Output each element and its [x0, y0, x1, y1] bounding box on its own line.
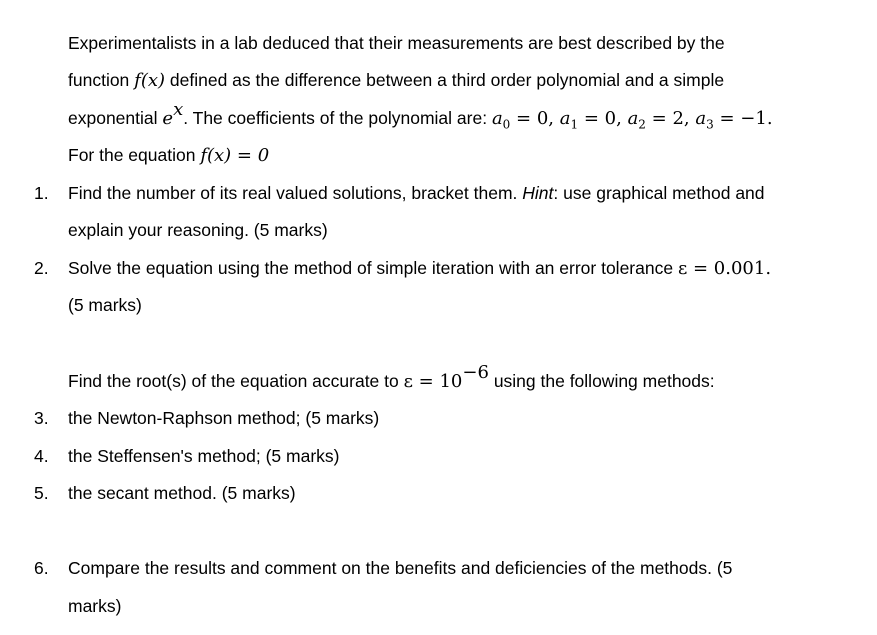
- accuracy-line: [68, 362, 715, 394]
- coef-a0-index: 0: [502, 117, 511, 132]
- coef-a2-index: 2: [638, 117, 646, 132]
- question-2-line-1: [68, 256, 771, 281]
- intro-function-description: defined as the difference between a third order polynomial and a simple: [169, 70, 725, 90]
- question-2-line-2: (5 marks): [68, 295, 142, 315]
- coef-a1-index: 1: [570, 117, 579, 132]
- question-1-line-2: explain your reasoning. (5 marks): [68, 220, 328, 240]
- intro-line-3: [68, 99, 773, 132]
- accuracy-epsilon: ε = 10: [403, 371, 463, 392]
- question-2-text: Solve the equation using the method of simple iteration with an error tolerance: [68, 258, 674, 278]
- question-6-number: 6.: [34, 558, 49, 578]
- coef-a3-index: 3: [706, 117, 714, 132]
- accuracy-suffix: using the following methods:: [493, 371, 715, 391]
- coef-a2-value: 2: [672, 108, 684, 129]
- intro-coefficients-label: . The coefficients of the polynomial are:: [183, 108, 488, 128]
- coef-a2-symbol: a: [627, 108, 639, 129]
- question-1-text: Find the number of its real valued solutions, bracket them.: [68, 183, 518, 203]
- intro-function-label: function: [68, 70, 130, 90]
- coef-a1-symbol: a: [559, 108, 571, 129]
- tolerance-value: ε = 0.001.: [677, 258, 772, 279]
- intro-text-1: Experimentalists in a lab deduced that their measurements are best described by the: [68, 33, 725, 53]
- hint-text: : use graphical method and: [553, 183, 765, 203]
- accuracy-prefix: Find the root(s) of the equation accurate to: [68, 371, 399, 391]
- exp-power: x: [173, 99, 184, 121]
- question-1-line-1: [68, 181, 765, 205]
- exp-base: e: [162, 108, 174, 129]
- question-5-text: the secant method. (5 marks): [68, 483, 296, 503]
- intro-line-1: [68, 31, 725, 55]
- coef-a0-value: 0: [536, 108, 549, 129]
- accuracy-exponent: −6: [462, 362, 489, 384]
- coefficient-list: $a_0 = 0$, $a_1 = 0$, $a_2 = 2$, $a_3 = -1$.: [491, 108, 773, 132]
- question-2-number: 2.: [34, 258, 49, 278]
- question-4-number: 4.: [34, 446, 49, 466]
- equation-label: For the equation: [68, 145, 196, 165]
- question-6-line-1: Compare the results and comment on the benefits and deficiencies of the methods. (5: [68, 558, 733, 578]
- intro-function-symbol: f(x): [134, 70, 166, 91]
- coef-a0-symbol: a: [491, 108, 503, 129]
- intro-exponential-label: exponential: [68, 108, 158, 128]
- question-1-number: 1.: [34, 183, 49, 203]
- coef-a1-value: 0: [604, 108, 617, 129]
- question-6-line-2: marks): [68, 596, 122, 616]
- question-4-text: the Steffensen's method; (5 marks): [68, 446, 340, 466]
- equation: f(x) = 0: [200, 145, 270, 166]
- intro-line-4: [68, 143, 269, 168]
- intro-line-2: [68, 68, 724, 93]
- question-3-number: 3.: [34, 408, 49, 428]
- question-3-text: the Newton-Raphson method; (5 marks): [68, 408, 380, 428]
- coef-a3-symbol: a: [695, 108, 707, 129]
- question-5-number: 5.: [34, 483, 49, 503]
- hint-label: Hint: [522, 183, 554, 203]
- coef-a3-value: −1: [740, 108, 767, 129]
